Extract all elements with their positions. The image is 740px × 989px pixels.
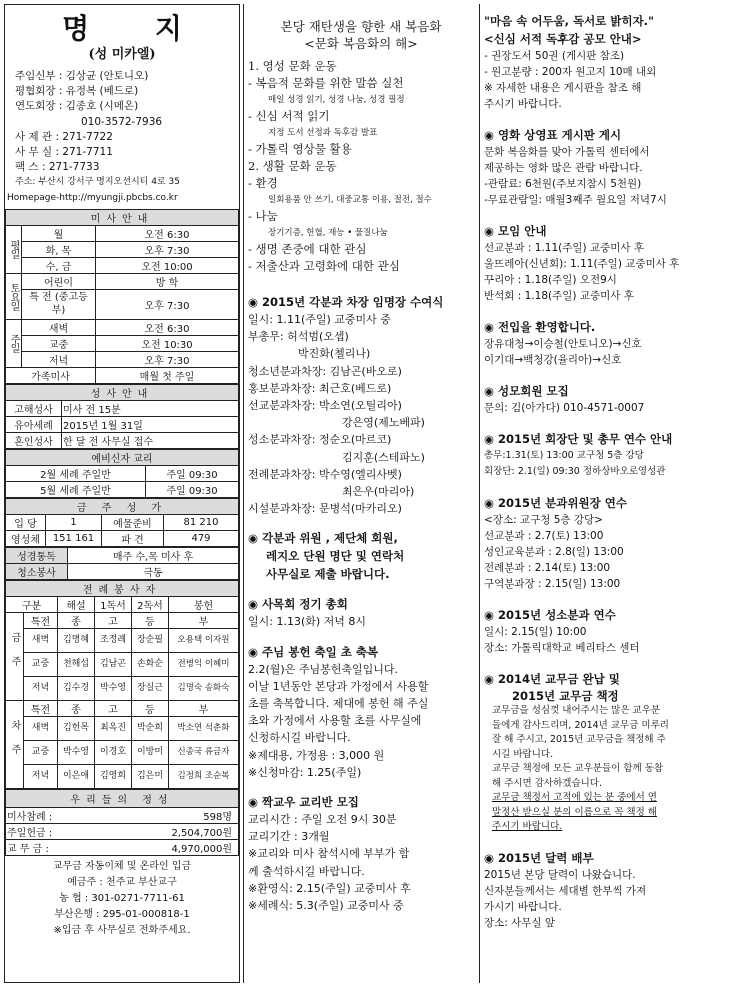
sacrament-label: 유아세례 bbox=[6, 416, 62, 432]
notice-line: ◉ 각분과 위원 , 제단체 회원, bbox=[248, 531, 398, 546]
mass-day: 화, 목 bbox=[22, 241, 96, 257]
book-line: 주시기 바랍니다. bbox=[484, 98, 562, 110]
movie-line: -관람료: 6천원(주보지참시 5천원) bbox=[484, 178, 642, 190]
theme-item: - 저출산과 고령화에 대한 관심 bbox=[248, 259, 400, 273]
mass-time: 오후 7:30 bbox=[96, 289, 239, 319]
servers-cell: 김은미 bbox=[132, 764, 169, 788]
calendar-line: 2015년 본당 달력이 나왔습니다. bbox=[484, 868, 636, 881]
mass-time: 오후 7:30 bbox=[96, 241, 239, 257]
meeting-line: 꾸리아 : 1.18(주일) 오전9시 bbox=[484, 274, 617, 286]
calendar-heading: ◉ 2015년 달력 배부 bbox=[484, 850, 594, 865]
mass-time: 오전 6:30 bbox=[96, 225, 239, 241]
dues-subheading: 2015년 교무금 책정 bbox=[512, 689, 619, 703]
division-line: 선교분과 : 2.7(토) 13:00 bbox=[484, 530, 604, 542]
main-notices-column bbox=[248, 4, 474, 914]
servers-cell: 부 bbox=[169, 700, 239, 716]
submit-roster-notice bbox=[248, 529, 474, 583]
training-heading: ◉ 2015년 회장단 및 총무 연수 안내 bbox=[484, 432, 673, 446]
servers-cell: 전병익 이혜미 bbox=[169, 652, 239, 676]
servers-cell: 박수영 bbox=[95, 676, 132, 700]
servers-cell: 저녁 bbox=[24, 764, 58, 788]
dues-line: 교무금 책정에 모든 교우분들이 함께 동참 bbox=[492, 763, 664, 774]
dues-line: 교무금을 성심껏 내어주시는 많은 교우분 bbox=[492, 705, 661, 716]
vocation-heading: ◉ 2015년 성소분과 연수 bbox=[484, 608, 616, 622]
appointment-line: 최은우(마리아) bbox=[342, 485, 415, 499]
notice-line: 레지오 단원 명단 및 연락처 bbox=[266, 549, 405, 564]
offering-heading: 우리들의 정성 bbox=[6, 789, 239, 807]
appointment-line: 성소분과차장: 정순오(마르코) bbox=[248, 433, 392, 447]
feast-line: 신청하시길 바랍니다. bbox=[248, 731, 351, 745]
division-line: 성인교육분과 : 2.8(일) 13:00 bbox=[484, 546, 624, 558]
mass-day: 가족미사 bbox=[6, 367, 96, 383]
sacrament-label: 고해성사 bbox=[6, 400, 62, 416]
yeondo-phone-line: 010-3572-7936 bbox=[81, 115, 163, 128]
movie-line: 문화 복음화를 맞아 가톨릭 센터에서 bbox=[484, 146, 650, 158]
next-week-group: 차주 bbox=[6, 700, 24, 788]
council-line: 일시: 1.13(화) 저녁 8시 bbox=[248, 615, 367, 629]
hymn-heading: 금 주 성 가 bbox=[6, 498, 239, 514]
servers-cell: 새벽 bbox=[24, 716, 58, 740]
mass-day: 어린이 bbox=[22, 273, 96, 289]
servers-cell: 이경호 bbox=[95, 740, 132, 764]
servers-cell: 김수경 bbox=[58, 676, 95, 700]
offering-value: 2,504,700원 bbox=[96, 823, 239, 839]
servers-cell: 교중 bbox=[24, 652, 58, 676]
appointment-body bbox=[248, 311, 474, 517]
homepage-link[interactable]: Homepage-http://myungji.pbcbs.co.kr bbox=[7, 192, 178, 203]
servers-cell: 이방미 bbox=[132, 740, 169, 764]
fax-line: 팩 스 : 271-7733 bbox=[15, 161, 100, 174]
appointment-line: 전례분과차장: 박수영(엘리사벳) bbox=[248, 467, 402, 481]
sacrament-value: 2015년 1월 31일 bbox=[62, 416, 239, 432]
theme-subitem: 지정 도서 선정과 독후감 발표 bbox=[268, 128, 378, 138]
servers-cell: 김명숙 송화숙 bbox=[169, 676, 239, 700]
servers-cell: 새벽 bbox=[24, 628, 58, 652]
calendar-line: 가시기 바랍니다. bbox=[484, 900, 562, 913]
recruit-heading: ◉ 성모회원 모집 bbox=[484, 384, 569, 398]
appointment-line: 부총무: 허석범(오셉) bbox=[248, 330, 349, 344]
division-line: 구역분과장 : 2.15(일) 13:00 bbox=[484, 578, 621, 590]
offering-value: 4,970,000원 bbox=[96, 839, 239, 855]
parish-title: 명 지 bbox=[62, 12, 210, 45]
movie-heading: ◉ 영화 상영표 게시판 게시 bbox=[484, 128, 622, 142]
appointment-heading: ◉ 2015년 각분과 차장 임명장 수여식 bbox=[248, 295, 444, 309]
column-divider bbox=[479, 4, 480, 983]
mass-time: 오전 10:30 bbox=[96, 335, 239, 351]
servers-cell: 박순희 bbox=[132, 716, 169, 740]
feast-heading: ◉ 주님 봉헌 축일 초 축복 bbox=[248, 644, 379, 659]
footer-line: ※입금 후 사무실로 전화주세요. bbox=[53, 924, 191, 936]
sacrament-label: 혼인성사 bbox=[6, 432, 62, 448]
mass-day: 교중 bbox=[22, 335, 96, 351]
meeting-line: 선교분과 : 1.11(주일) 교중미사 후 bbox=[484, 242, 645, 254]
parish-subtitle: (성 미카엘) bbox=[88, 47, 156, 62]
servers-heading: 전례봉사자 bbox=[6, 580, 239, 596]
servers-cell: 김명혜 bbox=[58, 628, 95, 652]
division-line: 전례분과 : 2.14(토) 13:00 bbox=[484, 562, 611, 574]
column-divider bbox=[243, 4, 244, 983]
weekday-group: 평일 bbox=[6, 225, 22, 273]
book-line: - 권장도서 50권 (게시판 참조) bbox=[484, 50, 625, 62]
theme-item: - 환경 bbox=[248, 176, 278, 190]
hymn-label: 파 견 bbox=[102, 530, 164, 546]
servers-cell: 조정례 bbox=[95, 628, 132, 652]
dues-line: 잘 해 주시고, 2015년 교무금을 책정해 주 bbox=[492, 734, 666, 745]
servers-cell: 김헌목 bbox=[58, 716, 95, 740]
servers-cell: 김남곤 bbox=[95, 652, 132, 676]
theme-subitem: 매일 성경 읽기, 성경 나눔, 성경 필정 bbox=[268, 95, 405, 105]
mass-time: 매월 첫 주일 bbox=[96, 367, 239, 383]
offering-label: 교 무 금 : bbox=[6, 839, 96, 855]
offering-table bbox=[5, 789, 239, 856]
mass-time: 오전 10:00 bbox=[96, 257, 239, 273]
office-phone-line: 사 무 실 : 271-7711 bbox=[15, 146, 113, 159]
hymn-number: 81 210 bbox=[164, 514, 239, 530]
mass-time: 방 학 bbox=[96, 273, 239, 289]
division-line: <장소: 교구청 5층 강당> bbox=[484, 514, 603, 526]
division-heading: ◉ 2015년 분과위원장 연수 bbox=[484, 496, 627, 510]
dues-line: 들에게 감사드리며, 2014년 교무금 미루리 bbox=[492, 719, 669, 731]
footer-line: 농 협 : 301-0271-7711-61 bbox=[59, 892, 185, 904]
vocation-line: 장소: 가톨릭대학교 베리타스 센터 bbox=[484, 642, 640, 654]
dues-underlined-line: 말정산 받으실 분의 이름으로 꼭 책정 해 bbox=[492, 806, 657, 818]
couple-class-body bbox=[248, 811, 474, 914]
mass-day: 월 bbox=[22, 225, 96, 241]
sunday-group: 주일 bbox=[6, 319, 22, 367]
right-notices-column bbox=[484, 4, 736, 931]
theme-item: 2. 생활 문화 운동 bbox=[248, 159, 337, 173]
servers-cell: 등 bbox=[132, 700, 169, 716]
couple-class-heading: ◉ 짝교우 교리반 모집 bbox=[248, 795, 359, 810]
servers-cell: 박소연 석춘화 bbox=[169, 716, 239, 740]
offering-label: 주일헌금 : bbox=[6, 823, 96, 839]
theme-subheading: <문화 복음화의 해> bbox=[304, 36, 418, 51]
servers-cell: 박수영 bbox=[58, 740, 95, 764]
theme-item: - 신심 서적 읽기 bbox=[248, 109, 330, 123]
cleaning-label: 청소봉사 bbox=[6, 563, 68, 579]
sacrament-heading: 성사안내 bbox=[6, 384, 239, 400]
mass-day: 특 전 (중고등부) bbox=[22, 289, 96, 319]
servers-col-header: 구분 bbox=[6, 596, 58, 612]
reading-value: 매주 수,목 미사 후 bbox=[68, 547, 239, 563]
theme-item: - 가톨릭 영상물 활용 bbox=[248, 142, 352, 156]
servers-col-header: 해설 bbox=[58, 596, 95, 612]
servers-cell: 고 bbox=[95, 612, 132, 628]
theme-subitem: 장기기증, 헌혈, 재능 • 물질나눔 bbox=[268, 228, 388, 238]
hymn-table bbox=[5, 498, 239, 547]
offering-value: 598명 bbox=[96, 807, 239, 823]
notice-line: 사무실로 제출 바랍니다. bbox=[266, 567, 390, 582]
catechism-table bbox=[5, 449, 239, 498]
sacrament-value: 미사 전 15분 bbox=[62, 400, 239, 416]
servers-col-header: 1독서 bbox=[95, 596, 132, 612]
servers-cell: 특전 bbox=[24, 700, 58, 716]
couple-line: ※세례식: 5.3(주일) 교중미사 중 bbox=[248, 899, 404, 913]
dues-line: 시길 바랍니다. bbox=[492, 748, 554, 760]
hymn-label: 예물준비 bbox=[102, 514, 164, 530]
dues-underlined-line: 교무금 책정서 고적에 있는 분 중에서 연 bbox=[492, 792, 657, 803]
hymn-label: 영성체 bbox=[6, 530, 46, 546]
council-heading: ◉ 사목회 정기 총회 bbox=[248, 597, 348, 612]
catechism-label: 5월 세례 주일반 bbox=[6, 481, 146, 497]
meeting-line: 반석회 : 1.18(주일) 교중미사 후 bbox=[484, 290, 634, 302]
mass-day: 저녁 bbox=[22, 351, 96, 367]
mass-time: 오전 6:30 bbox=[96, 319, 239, 335]
servers-cell: 교중 bbox=[24, 740, 58, 764]
meeting-heading: ◉ 모임 안내 bbox=[484, 224, 547, 238]
feast-line: 이날 1년동안 본당과 가정에서 사용할 bbox=[248, 679, 429, 693]
mass-day: 새벽 bbox=[22, 319, 96, 335]
welcome-heading: ◉ 전입을 환영합니다. bbox=[484, 320, 596, 334]
reading-label: 성경통독 bbox=[6, 547, 68, 563]
sacrament-table bbox=[5, 384, 239, 449]
catechism-value: 주일 09:30 bbox=[146, 481, 239, 497]
welcome-line: 이기대→백청강(율리아)→신호 bbox=[484, 354, 622, 366]
footer-line: 부산은행 : 295-01-000818-1 bbox=[54, 908, 190, 920]
recruit-line: 문의: 김(아가다) 010-4571-0007 bbox=[484, 402, 645, 414]
appointment-line: 박진화(첼리나) bbox=[298, 347, 371, 361]
pastor-line: 주임신부 : 김상균 (안토니오) bbox=[15, 70, 149, 82]
appointment-line: 김지훈(스테파노) bbox=[342, 450, 425, 464]
training-line: 총무:1.31(토) 13:00 교구청 5층 강당 bbox=[484, 450, 644, 461]
catechism-heading: 예비신자 교리 bbox=[6, 449, 239, 465]
theme-item: - 나눔 bbox=[248, 209, 278, 223]
appointment-line: 강은영(제노베파) bbox=[342, 416, 425, 430]
calendar-line: 장소: 사무실 앞 bbox=[484, 916, 556, 929]
catechism-label: 2월 세례 주일반 bbox=[6, 465, 146, 481]
theme-item: - 복음적 문화를 위한 말씀 실천 bbox=[248, 76, 404, 90]
dues-underlined-line: 주시기 바랍니다. bbox=[492, 821, 563, 832]
sidebar-info-column bbox=[4, 4, 240, 983]
feast-body bbox=[248, 661, 474, 781]
dues-line: 해 주시면 감사하겠습니다. bbox=[492, 777, 603, 789]
hymn-number: 479 bbox=[164, 530, 239, 546]
servers-cell: 김영희 bbox=[95, 764, 132, 788]
hymn-number: 151 161 bbox=[46, 530, 102, 546]
servers-cell: 신종국 류금자 bbox=[169, 740, 239, 764]
council-president-line: 평협회장 : 유정복 (베드로) bbox=[15, 85, 139, 98]
servers-cell: 부 bbox=[169, 612, 239, 628]
servers-cell: 저녁 bbox=[24, 676, 58, 700]
mass-schedule-heading: 미사안내 bbox=[6, 209, 239, 225]
meeting-line: 울뜨레아(신년회): 1.11(주일) 교중미사 후 bbox=[484, 258, 680, 270]
footer-line: 교무금 자동이체 및 온라인 입금 bbox=[52, 860, 192, 872]
vocation-line: 일시: 2.15(일) 10:00 bbox=[484, 626, 587, 638]
servers-cell: 장순필 bbox=[132, 628, 169, 652]
appointment-line: 선교분과차장: 박소연(오틸리아) bbox=[248, 399, 402, 413]
theme-heading: 본당 재탄생을 향한 새 복음화 bbox=[280, 19, 442, 34]
feast-line: 초를 축복합니다. 제대에 봉헌 해 주실 bbox=[248, 697, 429, 711]
parish-contact-info bbox=[5, 63, 239, 206]
servers-cell: 이은애 bbox=[58, 764, 95, 788]
appointment-line: 시설분과차장: 문병석(마카리오) bbox=[248, 502, 402, 516]
yeondo-president-line: 연도회장 : 김종호 (시메온) bbox=[15, 100, 139, 113]
mass-schedule-table bbox=[5, 209, 239, 384]
sacrament-value: 한 달 전 사무실 접수 bbox=[62, 432, 239, 448]
servers-cell: 종 bbox=[58, 612, 95, 628]
feast-line: 초와 가정에서 사용할 초를 사무실에 bbox=[248, 714, 422, 728]
welcome-line: 장유대청→이승철(안토니오)→신호 bbox=[484, 338, 642, 350]
servers-cell: 장실근 bbox=[132, 676, 169, 700]
appointment-line: 청소년분과차장: 김남곤(바오로) bbox=[248, 364, 402, 378]
servers-cell: 천해섭 bbox=[58, 652, 95, 676]
calendar-line: 신자분들께서는 세대별 한부씩 가져 bbox=[484, 884, 647, 897]
offering-footer bbox=[5, 856, 239, 939]
dues-heading: ◉ 2014년 교무금 완납 및 bbox=[484, 672, 620, 686]
book-line: - 원고분량 : 200자 원고지 10매 내외 bbox=[484, 66, 657, 78]
servers-cell: 고 bbox=[95, 700, 132, 716]
servers-cell: 특전 bbox=[24, 612, 58, 628]
movie-line: -무료관람일: 매월3째주 월요일 저녁7시 bbox=[484, 194, 667, 206]
training-line: 회장단: 2.1(일) 09:30 정하상바오로영성관 bbox=[484, 466, 666, 477]
book-subheading: <신심 서적 독후감 공모 안내> bbox=[484, 32, 642, 46]
dues-body bbox=[484, 704, 736, 835]
servers-cell: 최옥진 bbox=[95, 716, 132, 740]
footer-line: 예금주 : 천주교 부산교구 bbox=[67, 876, 177, 888]
couple-line: 교리기간 : 3개월 bbox=[248, 830, 330, 844]
couple-line: 교리시간 : 주일 오전 9시 30분 bbox=[248, 813, 397, 827]
hymn-label: 입 당 bbox=[6, 514, 46, 530]
mass-day: 수, 금 bbox=[22, 257, 96, 273]
movie-line: 제공하는 영화 많은 관람 바랍니다. bbox=[484, 162, 643, 174]
saturday-group: 토요일 bbox=[6, 273, 22, 319]
theme-items bbox=[248, 58, 474, 275]
catechism-value: 주일 09:30 bbox=[146, 465, 239, 481]
appointment-line: 일시: 1.11(주일) 교중미사 중 bbox=[248, 313, 391, 326]
servers-cell: 손화순 bbox=[132, 652, 169, 676]
servers-cell: 등 bbox=[132, 612, 169, 628]
this-week-group: 금주 bbox=[6, 612, 24, 700]
servers-cell: 김정희 조순복 bbox=[169, 764, 239, 788]
couple-line: 께 출석하시길 바랍니다. bbox=[248, 864, 365, 878]
couple-line: ※환영식: 2.15(주일) 교중미사 후 bbox=[248, 881, 411, 895]
theme-subitem: 일회용품 안 쓰기, 대중교통 이용, 절전, 절수 bbox=[268, 195, 432, 205]
feast-line: ※신청마감: 1.25(주일) bbox=[248, 765, 362, 779]
mass-time: 오후 7:30 bbox=[96, 351, 239, 367]
reading-cleaning-table bbox=[5, 547, 239, 580]
servers-col-header: 2독서 bbox=[132, 596, 169, 612]
address-line: 주소: 부산시 강서구 명지오션시티 4로 35 bbox=[15, 177, 180, 188]
servers-cell: 종 bbox=[58, 700, 95, 716]
servers-col-header: 봉헌 bbox=[169, 596, 239, 612]
feast-line: ※제대용, 가정용 : 3,000 원 bbox=[248, 748, 385, 762]
cleaning-value: 극동 bbox=[68, 563, 239, 579]
couple-line: ※교리와 미사 참석시에 부부가 함 bbox=[248, 847, 410, 861]
book-line: ※ 자세한 내용은 게시판을 참조 해 bbox=[484, 82, 642, 94]
theme-item: 1. 영성 문화 운동 bbox=[248, 59, 337, 73]
appointment-line: 홍보분과차장: 최근호(베드로) bbox=[248, 381, 392, 395]
hymn-number: 1 bbox=[46, 514, 102, 530]
book-heading: "마음 속 어두움, 독서로 밝히자." bbox=[484, 14, 655, 28]
theme-item: - 생명 존중에 대한 관심 bbox=[248, 242, 367, 256]
offering-label: 미사참례 : bbox=[6, 807, 96, 823]
liturgy-servers-table bbox=[5, 580, 239, 789]
feast-line: 2.2(월)은 주님봉헌축일입니다. bbox=[248, 662, 398, 676]
servers-cell: 오용택 이자원 bbox=[169, 628, 239, 652]
rectory-phone-line: 사 제 관 : 271-7722 bbox=[15, 130, 113, 143]
